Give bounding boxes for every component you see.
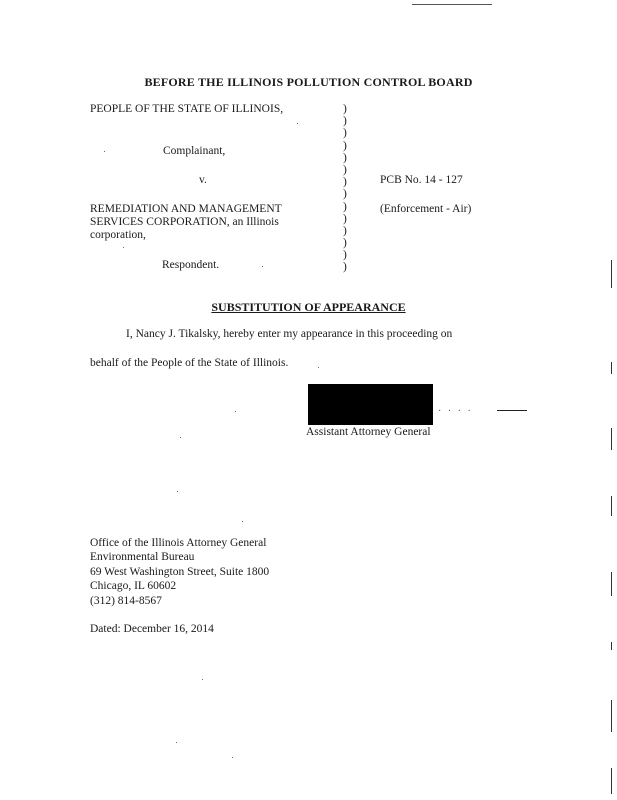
paren: ) [343, 176, 347, 189]
versus-label: v. [199, 174, 207, 186]
paren: ) [343, 103, 347, 115]
edge-mark [611, 260, 612, 288]
dated-line: Dated: December 16, 2014 [90, 623, 214, 635]
paren: ) [343, 224, 347, 237]
office-line-1: Office of the Illinois Attorney General [90, 537, 267, 549]
board-heading: BEFORE THE ILLINOIS POLLUTION CONTROL BOARD [144, 75, 473, 89]
paren: ) [343, 237, 347, 250]
scan-speck [177, 491, 178, 492]
scan-speck [180, 437, 181, 438]
scan-speck [235, 411, 236, 412]
office-line-5: (312) 814-8567 [90, 595, 162, 607]
edge-mark [611, 362, 612, 374]
caption-parentheses [343, 103, 353, 274]
office-line-2: Environmental Bureau [90, 551, 195, 563]
office-line-4: Chicago, IL 60602 [90, 580, 177, 592]
scan-speck [104, 151, 105, 152]
document-title: SUBSTITUTION OF APPEARANCE [211, 300, 406, 314]
paren: ) [343, 151, 347, 164]
defendant-line-3: corporation, [90, 229, 146, 241]
plaintiff-role: Complainant, [163, 145, 226, 157]
paren: ) [343, 127, 347, 140]
scan-speck [318, 367, 319, 368]
signature-title: Assistant Attorney General [306, 426, 431, 438]
case-type: (Enforcement - Air) [380, 203, 472, 215]
case-number: PCB No. 14 - 127 [380, 174, 463, 186]
paren: ) [343, 212, 347, 225]
scan-speck [297, 123, 298, 124]
scan-speck [202, 679, 203, 680]
paren: ) [343, 163, 347, 176]
scan-speck [262, 266, 263, 267]
paren: ) [343, 188, 347, 201]
office-line-3: 69 West Washington Street, Suite 1800 [90, 566, 270, 578]
scan-speck [123, 247, 124, 248]
defendant-role: Respondent. [162, 259, 220, 271]
edge-mark [611, 428, 612, 450]
scan-speck [176, 742, 177, 743]
paren: ) [343, 139, 347, 152]
scan-speck [232, 757, 233, 758]
edge-mark [611, 700, 612, 732]
edge-mark [611, 768, 612, 794]
signature-line [497, 410, 527, 411]
defendant-line-2: SERVICES CORPORATION, an Illinois [90, 216, 279, 228]
defendant-line-1: REMEDIATION AND MANAGEMENT [90, 203, 282, 215]
signature-dots: · · · · [438, 406, 473, 417]
scan-artifact [412, 4, 492, 5]
edge-mark [611, 642, 612, 650]
redacted-signature [308, 384, 433, 425]
paren: ) [343, 200, 347, 213]
plaintiff-name: PEOPLE OF THE STATE OF ILLINOIS, [90, 103, 284, 115]
body-line-1: I, Nancy J. Tikalsky, hereby enter my appearance in this proceeding on [126, 328, 453, 340]
edge-mark [611, 496, 612, 516]
paren: ) [343, 249, 347, 262]
paren: ) [343, 261, 347, 274]
paren: ) [343, 115, 347, 128]
scan-speck [242, 521, 243, 522]
edge-mark [611, 572, 612, 596]
body-line-2: behalf of the People of the State of Illinois. [90, 357, 289, 369]
